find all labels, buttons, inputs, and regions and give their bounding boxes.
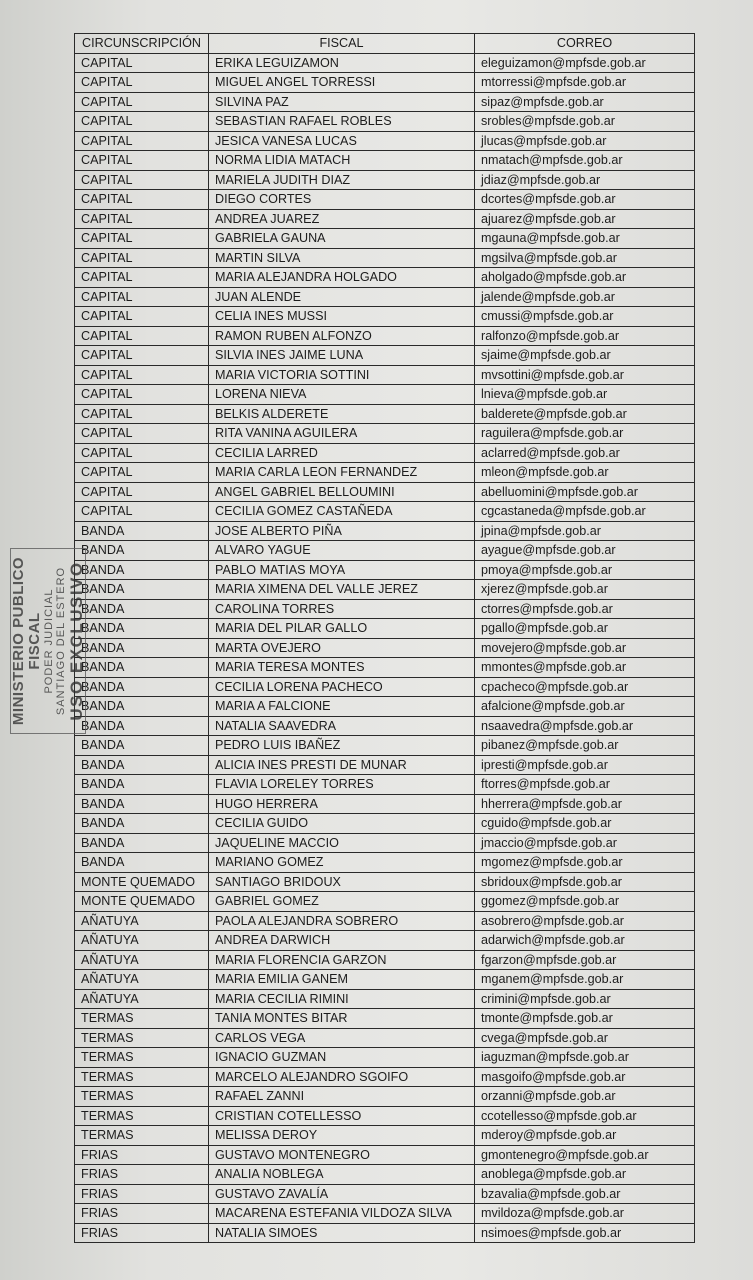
- cell-correo: abelluomini@mpfsde.gob.ar: [475, 482, 695, 502]
- cell-correo: sipaz@mpfsde.gob.ar: [475, 92, 695, 112]
- table-row: [75, 385, 695, 405]
- cell-correo: gmontenegro@mpfsde.gob.ar: [475, 1145, 695, 1165]
- cell-circunscripcion: TERMAS: [75, 1048, 209, 1068]
- cell-correo: afalcione@mpfsde.gob.ar: [475, 697, 695, 717]
- cell-correo: balderete@mpfsde.gob.ar: [475, 404, 695, 424]
- cell-fiscal: MARCELO ALEJANDRO SGOIFO: [209, 1067, 475, 1087]
- fiscales-table: [74, 33, 695, 1243]
- table-row: [75, 1067, 695, 1087]
- cell-fiscal: MARIA CECILIA RIMINI: [209, 989, 475, 1009]
- cell-circunscripcion: FRIAS: [75, 1145, 209, 1165]
- cell-fiscal: CARLOS VEGA: [209, 1028, 475, 1048]
- cell-circunscripcion: BANDA: [75, 853, 209, 873]
- cell-circunscripcion: BANDA: [75, 677, 209, 697]
- cell-circunscripcion: BANDA: [75, 814, 209, 834]
- cell-circunscripcion: BANDA: [75, 697, 209, 717]
- table-row: [75, 853, 695, 873]
- cell-circunscripcion: CAPITAL: [75, 365, 209, 385]
- table-body: [75, 53, 695, 1243]
- cell-correo: sjaime@mpfsde.gob.ar: [475, 346, 695, 366]
- table-row: [75, 658, 695, 678]
- cell-fiscal: CAROLINA TORRES: [209, 599, 475, 619]
- cell-correo: nsimoes@mpfsde.gob.ar: [475, 1223, 695, 1243]
- table-row: [75, 638, 695, 658]
- ministerio-stamp: [10, 548, 86, 734]
- cell-correo: ayague@mpfsde.gob.ar: [475, 541, 695, 561]
- stamp-line-poder: PODER JUDICIAL: [43, 588, 55, 694]
- cell-correo: mvildoza@mpfsde.gob.ar: [475, 1204, 695, 1224]
- table-row: [75, 307, 695, 327]
- cell-circunscripcion: BANDA: [75, 560, 209, 580]
- cell-fiscal: BELKIS ALDERETE: [209, 404, 475, 424]
- cell-fiscal: JAQUELINE MACCIO: [209, 833, 475, 853]
- table-row: [75, 268, 695, 288]
- cell-fiscal: MELISSA DEROY: [209, 1126, 475, 1146]
- cell-correo: mgauna@mpfsde.gob.ar: [475, 229, 695, 249]
- cell-correo: mgomez@mpfsde.gob.ar: [475, 853, 695, 873]
- cell-circunscripcion: TERMAS: [75, 1126, 209, 1146]
- cell-correo: lnieva@mpfsde.gob.ar: [475, 385, 695, 405]
- cell-fiscal: NATALIA SAAVEDRA: [209, 716, 475, 736]
- cell-correo: ajuarez@mpfsde.gob.ar: [475, 209, 695, 229]
- cell-fiscal: RITA VANINA AGUILERA: [209, 424, 475, 444]
- cell-circunscripcion: BANDA: [75, 716, 209, 736]
- cell-fiscal: ALVARO YAGUE: [209, 541, 475, 561]
- cell-correo: raguilera@mpfsde.gob.ar: [475, 424, 695, 444]
- cell-fiscal: GABRIELA GAUNA: [209, 229, 475, 249]
- cell-correo: movejero@mpfsde.gob.ar: [475, 638, 695, 658]
- cell-circunscripcion: BANDA: [75, 775, 209, 795]
- cell-fiscal: MARIA VICTORIA SOTTINI: [209, 365, 475, 385]
- cell-circunscripcion: FRIAS: [75, 1223, 209, 1243]
- table-row: [75, 833, 695, 853]
- column-header-correo: CORREO: [475, 34, 695, 54]
- cell-correo: orzanni@mpfsde.gob.ar: [475, 1087, 695, 1107]
- cell-correo: pmoya@mpfsde.gob.ar: [475, 560, 695, 580]
- cell-circunscripcion: BANDA: [75, 619, 209, 639]
- stamp-line-ministerio: MINISTERIO PUBLICO FISCAL: [10, 556, 43, 726]
- cell-fiscal: ANGEL GABRIEL BELLOUMINI: [209, 482, 475, 502]
- cell-correo: asobrero@mpfsde.gob.ar: [475, 911, 695, 931]
- cell-correo: adarwich@mpfsde.gob.ar: [475, 931, 695, 951]
- table-row: [75, 736, 695, 756]
- cell-correo: ftorres@mpfsde.gob.ar: [475, 775, 695, 795]
- table-row: [75, 1087, 695, 1107]
- cell-fiscal: MACARENA ESTEFANIA VILDOZA SILVA: [209, 1204, 475, 1224]
- table-row: [75, 755, 695, 775]
- cell-correo: ralfonzo@mpfsde.gob.ar: [475, 326, 695, 346]
- cell-fiscal: CELIA INES MUSSI: [209, 307, 475, 327]
- cell-fiscal: SILVINA PAZ: [209, 92, 475, 112]
- cell-fiscal: HUGO HERRERA: [209, 794, 475, 814]
- cell-correo: cvega@mpfsde.gob.ar: [475, 1028, 695, 1048]
- cell-fiscal: SANTIAGO BRIDOUX: [209, 872, 475, 892]
- cell-fiscal: MARTA OVEJERO: [209, 638, 475, 658]
- cell-circunscripcion: TERMAS: [75, 1106, 209, 1126]
- table-row: [75, 170, 695, 190]
- cell-circunscripcion: BANDA: [75, 580, 209, 600]
- cell-correo: sbridoux@mpfsde.gob.ar: [475, 872, 695, 892]
- cell-circunscripcion: AÑATUYA: [75, 950, 209, 970]
- table-row: [75, 73, 695, 93]
- cell-circunscripcion: BANDA: [75, 541, 209, 561]
- table-header-row: [75, 34, 695, 54]
- cell-correo: fgarzon@mpfsde.gob.ar: [475, 950, 695, 970]
- cell-circunscripcion: CAPITAL: [75, 443, 209, 463]
- cell-correo: ctorres@mpfsde.gob.ar: [475, 599, 695, 619]
- cell-correo: aclarred@mpfsde.gob.ar: [475, 443, 695, 463]
- cell-circunscripcion: CAPITAL: [75, 424, 209, 444]
- cell-fiscal: MARIA TERESA MONTES: [209, 658, 475, 678]
- cell-circunscripcion: CAPITAL: [75, 209, 209, 229]
- cell-circunscripcion: CAPITAL: [75, 287, 209, 307]
- table-row: [75, 989, 695, 1009]
- cell-fiscal: PEDRO LUIS IBAÑEZ: [209, 736, 475, 756]
- cell-fiscal: RAMON RUBEN ALFONZO: [209, 326, 475, 346]
- cell-correo: eleguizamon@mpfsde.gob.ar: [475, 53, 695, 73]
- cell-correo: jpina@mpfsde.gob.ar: [475, 521, 695, 541]
- table-row: [75, 580, 695, 600]
- cell-correo: mganem@mpfsde.gob.ar: [475, 970, 695, 990]
- table-row: [75, 775, 695, 795]
- cell-circunscripcion: CAPITAL: [75, 502, 209, 522]
- cell-correo: nsaavedra@mpfsde.gob.ar: [475, 716, 695, 736]
- cell-fiscal: IGNACIO GUZMAN: [209, 1048, 475, 1068]
- table-row: [75, 911, 695, 931]
- table-row: [75, 677, 695, 697]
- cell-circunscripcion: BANDA: [75, 833, 209, 853]
- cell-correo: cgcastaneda@mpfsde.gob.ar: [475, 502, 695, 522]
- cell-correo: ccotellesso@mpfsde.gob.ar: [475, 1106, 695, 1126]
- table-row: [75, 1048, 695, 1068]
- cell-fiscal: RAFAEL ZANNI: [209, 1087, 475, 1107]
- cell-correo: jlucas@mpfsde.gob.ar: [475, 131, 695, 151]
- cell-correo: tmonte@mpfsde.gob.ar: [475, 1009, 695, 1029]
- table-row: [75, 365, 695, 385]
- table-row: [75, 1009, 695, 1029]
- table-row: [75, 482, 695, 502]
- table-row: [75, 92, 695, 112]
- cell-fiscal: ERIKA LEGUIZAMON: [209, 53, 475, 73]
- cell-fiscal: CECILIA GUIDO: [209, 814, 475, 834]
- cell-circunscripcion: CAPITAL: [75, 53, 209, 73]
- table-row: [75, 190, 695, 210]
- cell-circunscripcion: CAPITAL: [75, 326, 209, 346]
- cell-correo: nmatach@mpfsde.gob.ar: [475, 151, 695, 171]
- cell-correo: iaguzman@mpfsde.gob.ar: [475, 1048, 695, 1068]
- cell-fiscal: CRISTIAN COTELLESSO: [209, 1106, 475, 1126]
- cell-circunscripcion: CAPITAL: [75, 385, 209, 405]
- cell-fiscal: ALICIA INES PRESTI DE MUNAR: [209, 755, 475, 775]
- cell-fiscal: FLAVIA LORELEY TORRES: [209, 775, 475, 795]
- cell-correo: crimini@mpfsde.gob.ar: [475, 989, 695, 1009]
- cell-circunscripcion: CAPITAL: [75, 229, 209, 249]
- cell-correo: cpacheco@mpfsde.gob.ar: [475, 677, 695, 697]
- cell-fiscal: LORENA NIEVA: [209, 385, 475, 405]
- cell-fiscal: NATALIA SIMOES: [209, 1223, 475, 1243]
- cell-correo: hherrera@mpfsde.gob.ar: [475, 794, 695, 814]
- cell-circunscripcion: BANDA: [75, 638, 209, 658]
- cell-fiscal: DIEGO CORTES: [209, 190, 475, 210]
- table-row: [75, 521, 695, 541]
- cell-correo: cguido@mpfsde.gob.ar: [475, 814, 695, 834]
- cell-fiscal: PABLO MATIAS MOYA: [209, 560, 475, 580]
- cell-fiscal: MARTIN SILVA: [209, 248, 475, 268]
- cell-fiscal: MARIA FLORENCIA GARZON: [209, 950, 475, 970]
- cell-correo: mleon@mpfsde.gob.ar: [475, 463, 695, 483]
- cell-fiscal: MARIA CARLA LEON FERNANDEZ: [209, 463, 475, 483]
- cell-fiscal: MARIA EMILIA GANEM: [209, 970, 475, 990]
- cell-fiscal: SILVIA INES JAIME LUNA: [209, 346, 475, 366]
- cell-circunscripcion: CAPITAL: [75, 248, 209, 268]
- cell-fiscal: CECILIA GOMEZ CASTAÑEDA: [209, 502, 475, 522]
- cell-circunscripcion: TERMAS: [75, 1087, 209, 1107]
- cell-circunscripcion: FRIAS: [75, 1165, 209, 1185]
- cell-circunscripcion: BANDA: [75, 521, 209, 541]
- cell-correo: srobles@mpfsde.gob.ar: [475, 112, 695, 132]
- table-row: [75, 248, 695, 268]
- table-row: [75, 287, 695, 307]
- cell-fiscal: PAOLA ALEJANDRA SOBRERO: [209, 911, 475, 931]
- cell-circunscripcion: CAPITAL: [75, 346, 209, 366]
- cell-fiscal: CECILIA LARRED: [209, 443, 475, 463]
- cell-fiscal: ANDREA DARWICH: [209, 931, 475, 951]
- table-row: [75, 950, 695, 970]
- table-row: [75, 151, 695, 171]
- table-row: [75, 1223, 695, 1243]
- cell-correo: masgoifo@mpfsde.gob.ar: [475, 1067, 695, 1087]
- table-row: [75, 229, 695, 249]
- cell-circunscripcion: CAPITAL: [75, 404, 209, 424]
- cell-circunscripcion: CAPITAL: [75, 73, 209, 93]
- cell-circunscripcion: MONTE QUEMADO: [75, 872, 209, 892]
- cell-fiscal: GUSTAVO ZAVALÍA: [209, 1184, 475, 1204]
- column-header-circunscripcion: CIRCUNSCRIPCIÓN: [75, 34, 209, 54]
- cell-circunscripcion: CAPITAL: [75, 307, 209, 327]
- cell-correo: bzavalia@mpfsde.gob.ar: [475, 1184, 695, 1204]
- table-row: [75, 209, 695, 229]
- table-row: [75, 814, 695, 834]
- cell-circunscripcion: CAPITAL: [75, 463, 209, 483]
- table-row: [75, 1028, 695, 1048]
- table-row: [75, 541, 695, 561]
- cell-circunscripcion: AÑATUYA: [75, 970, 209, 990]
- cell-correo: pibanez@mpfsde.gob.ar: [475, 736, 695, 756]
- table-row: [75, 53, 695, 73]
- table-row: [75, 502, 695, 522]
- cell-correo: mvsottini@mpfsde.gob.ar: [475, 365, 695, 385]
- table-row: [75, 794, 695, 814]
- cell-fiscal: TANIA MONTES BITAR: [209, 1009, 475, 1029]
- cell-correo: pgallo@mpfsde.gob.ar: [475, 619, 695, 639]
- cell-circunscripcion: BANDA: [75, 794, 209, 814]
- cell-circunscripcion: BANDA: [75, 658, 209, 678]
- cell-circunscripcion: TERMAS: [75, 1067, 209, 1087]
- table-row: [75, 892, 695, 912]
- cell-correo: jdiaz@mpfsde.gob.ar: [475, 170, 695, 190]
- column-header-fiscal: FISCAL: [209, 34, 475, 54]
- cell-correo: mtorressi@mpfsde.gob.ar: [475, 73, 695, 93]
- cell-fiscal: MARIA XIMENA DEL VALLE JEREZ: [209, 580, 475, 600]
- table-row: [75, 872, 695, 892]
- table-row: [75, 131, 695, 151]
- table-row: [75, 443, 695, 463]
- cell-fiscal: MARIELA JUDITH DIAZ: [209, 170, 475, 190]
- cell-circunscripcion: AÑATUYA: [75, 989, 209, 1009]
- cell-fiscal: CECILIA LORENA PACHECO: [209, 677, 475, 697]
- cell-fiscal: MARIA A FALCIONE: [209, 697, 475, 717]
- cell-circunscripcion: CAPITAL: [75, 151, 209, 171]
- cell-correo: xjerez@mpfsde.gob.ar: [475, 580, 695, 600]
- table-row: [75, 1126, 695, 1146]
- table-row: [75, 326, 695, 346]
- cell-circunscripcion: CAPITAL: [75, 170, 209, 190]
- table-row: [75, 697, 695, 717]
- cell-fiscal: MIGUEL ANGEL TORRESSI: [209, 73, 475, 93]
- cell-fiscal: GUSTAVO MONTENEGRO: [209, 1145, 475, 1165]
- table-row: [75, 1204, 695, 1224]
- cell-circunscripcion: CAPITAL: [75, 112, 209, 132]
- table-row: [75, 346, 695, 366]
- cell-circunscripcion: MONTE QUEMADO: [75, 892, 209, 912]
- cell-fiscal: JESICA VANESA LUCAS: [209, 131, 475, 151]
- cell-circunscripcion: FRIAS: [75, 1204, 209, 1224]
- table-row: [75, 424, 695, 444]
- table-row: [75, 112, 695, 132]
- table-row: [75, 1165, 695, 1185]
- table-row: [75, 1184, 695, 1204]
- cell-correo: mgsilva@mpfsde.gob.ar: [475, 248, 695, 268]
- cell-fiscal: JOSE ALBERTO PIÑA: [209, 521, 475, 541]
- cell-correo: dcortes@mpfsde.gob.ar: [475, 190, 695, 210]
- cell-circunscripcion: CAPITAL: [75, 131, 209, 151]
- cell-correo: aholgado@mpfsde.gob.ar: [475, 268, 695, 288]
- table-row: [75, 1145, 695, 1165]
- cell-fiscal: ANDREA JUAREZ: [209, 209, 475, 229]
- cell-fiscal: MARIANO GOMEZ: [209, 853, 475, 873]
- cell-correo: jalende@mpfsde.gob.ar: [475, 287, 695, 307]
- cell-correo: anoblega@mpfsde.gob.ar: [475, 1165, 695, 1185]
- cell-correo: mmontes@mpfsde.gob.ar: [475, 658, 695, 678]
- cell-fiscal: MARIA ALEJANDRA HOLGADO: [209, 268, 475, 288]
- cell-correo: ggomez@mpfsde.gob.ar: [475, 892, 695, 912]
- cell-fiscal: NORMA LIDIA MATACH: [209, 151, 475, 171]
- table-row: [75, 463, 695, 483]
- cell-correo: jmaccio@mpfsde.gob.ar: [475, 833, 695, 853]
- table-row: [75, 716, 695, 736]
- cell-circunscripcion: TERMAS: [75, 1009, 209, 1029]
- cell-circunscripcion: CAPITAL: [75, 190, 209, 210]
- table-row: [75, 970, 695, 990]
- cell-circunscripcion: FRIAS: [75, 1184, 209, 1204]
- cell-fiscal: MARIA DEL PILAR GALLO: [209, 619, 475, 639]
- cell-circunscripcion: AÑATUYA: [75, 911, 209, 931]
- cell-circunscripcion: AÑATUYA: [75, 931, 209, 951]
- table-row: [75, 1106, 695, 1126]
- table-row: [75, 599, 695, 619]
- cell-correo: mderoy@mpfsde.gob.ar: [475, 1126, 695, 1146]
- cell-circunscripcion: CAPITAL: [75, 92, 209, 112]
- cell-correo: ipresti@mpfsde.gob.ar: [475, 755, 695, 775]
- cell-circunscripcion: CAPITAL: [75, 482, 209, 502]
- cell-fiscal: GABRIEL GOMEZ: [209, 892, 475, 912]
- table-row: [75, 404, 695, 424]
- cell-fiscal: JUAN ALENDE: [209, 287, 475, 307]
- cell-circunscripcion: BANDA: [75, 736, 209, 756]
- table-row: [75, 931, 695, 951]
- stamp-line-uso: USO EXCLUSIVO: [67, 561, 86, 721]
- cell-circunscripcion: BANDA: [75, 755, 209, 775]
- cell-circunscripcion: BANDA: [75, 599, 209, 619]
- cell-fiscal: ANALIA NOBLEGA: [209, 1165, 475, 1185]
- stamp-line-santiago: SANTIAGO DEL ESTERO: [55, 566, 67, 716]
- cell-fiscal: SEBASTIAN RAFAEL ROBLES: [209, 112, 475, 132]
- cell-circunscripcion: TERMAS: [75, 1028, 209, 1048]
- cell-correo: cmussi@mpfsde.gob.ar: [475, 307, 695, 327]
- cell-circunscripcion: CAPITAL: [75, 268, 209, 288]
- table-row: [75, 560, 695, 580]
- table-row: [75, 619, 695, 639]
